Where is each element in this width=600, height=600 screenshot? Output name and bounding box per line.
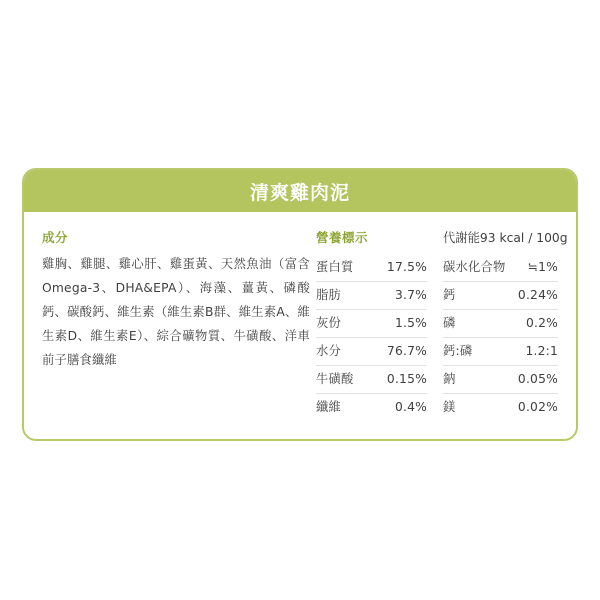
nutrient-name: 鈉	[443, 372, 456, 387]
nutrient-name: 鈣	[443, 288, 456, 303]
nutrient-name: 纖維	[316, 400, 341, 415]
nutrient-value: 0.02%	[517, 400, 558, 415]
nutrient-name: 碳水化合物	[443, 260, 506, 274]
nutrition-heading-wrap	[316, 228, 427, 248]
ingredients-section	[42, 228, 316, 421]
nutrient-value: ≒1%	[527, 260, 558, 274]
nutrient-value: 0.24%	[517, 288, 558, 303]
nutrient-value: 17.5%	[386, 260, 427, 274]
card-body	[24, 212, 576, 439]
table-row	[443, 254, 558, 282]
nutrition-heading: 營養標示	[316, 230, 369, 245]
nutrient-name: 磷	[443, 316, 456, 331]
table-row	[443, 310, 558, 338]
table-row	[316, 310, 427, 338]
nutrient-value: 0.15%	[386, 372, 427, 387]
nutrition-column-right	[437, 228, 568, 421]
table-row	[316, 394, 427, 421]
nutrient-name: 牛磺酸	[316, 372, 354, 387]
nutrition-column-left	[316, 228, 437, 421]
metabolizable-energy-value: 93 kcal / 100g	[479, 231, 568, 245]
metabolizable-energy-wrap	[443, 228, 568, 248]
table-row	[316, 282, 427, 310]
nutrient-value: 0.4%	[394, 400, 427, 415]
nutrient-name: 蛋白質	[316, 260, 354, 274]
nutrition-rows-left	[316, 254, 427, 421]
table-row	[443, 282, 558, 310]
nutrient-value: 3.7%	[394, 288, 427, 303]
nutrient-value: 0.05%	[517, 372, 558, 387]
product-title: 清爽雞肉泥	[249, 181, 350, 204]
nutrient-name: 水分	[316, 344, 341, 359]
ingredients-heading: 成分	[42, 230, 69, 245]
nutrient-value: 76.7%	[386, 344, 427, 359]
table-row	[443, 366, 558, 394]
table-row	[316, 254, 427, 282]
nutrient-name: 脂肪	[316, 288, 341, 303]
nutrition-section	[316, 228, 568, 421]
table-row	[443, 338, 558, 366]
nutrient-name: 鈣:磷	[443, 344, 473, 359]
nutrient-name: 灰份	[316, 316, 341, 331]
table-row	[316, 338, 427, 366]
metabolizable-energy-label: 代謝能	[443, 231, 480, 245]
card-header	[24, 170, 576, 212]
nutrient-value: 1.5%	[394, 316, 427, 331]
nutrient-value: 0.2%	[525, 316, 558, 331]
table-row	[316, 366, 427, 394]
nutrient-name: 鎂	[443, 400, 456, 415]
nutrition-rows-right	[443, 254, 558, 421]
ingredients-text: 雞胸、雞腿、雞心肝、雞蛋黃、天然魚油（富含Omega-3、DHA&EPA）、海藻、薑黃、磷酸鈣、碳酸鈣、維生素（維生素B群、維生素A、維生素D、維生素E）、綜合礦物質、牛磺酸、洋車前子膳食纖維	[42, 257, 310, 367]
table-row	[443, 394, 558, 421]
product-info-card	[22, 168, 578, 441]
nutrient-value: 1.2:1	[525, 344, 558, 359]
